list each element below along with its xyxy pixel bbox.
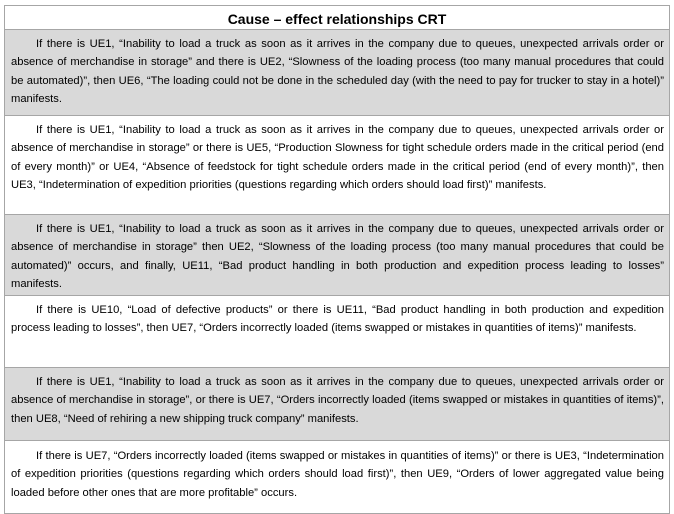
- table-title: Cause – effect relationships CRT: [5, 6, 669, 30]
- table-row: If there is UE1, “Inability to load a truck as soon as it arrives in the company due to queues, unexpected arrivals order or absence of merchandise in storage” and there is UE2, “Slowness of the loading process (too many manual procedures that could be automated)”, then UE6, “The loading could not be done in the scheduled day (with the need to pay for trucker to stay in a hotel)” manifests.: [5, 30, 669, 116]
- table-row: If there is UE1, “Inability to load a truck as soon as it arrives in the company due to queues, unexpected arrivals order or absence of merchandise in storage” then UE2, “Slowness of the loading process (too many manual procedures that could be automated)” occurs, and finally, UE11, “Bad product handling in both production and expedition process leading to losses” manifests.: [5, 215, 669, 296]
- crt-table: [4, 5, 670, 514]
- table-row: If there is UE10, “Load of defective products” or there is UE11, “Bad product handling in both production and expedition process leading to losses”, then UE7, “Orders incorrectly loaded (items swapped or mistakes in quantities of items)” manifests.: [5, 296, 669, 368]
- table-row: If there is UE1, “Inability to load a truck as soon as it arrives in the company due to queues, unexpected arrivals order or absence of merchandise in storage” or there is UE5, “Production Slowness for tight schedule orders made in the critical period (end of every month)” or UE4, “Absence of feedstock for tight schedule orders made in the critical period (end of every month)”, then UE3, “Indetermination of expedition priorities (questions regarding which orders should load first)” manifests.: [5, 116, 669, 215]
- table-row: If there is UE1, “Inability to load a truck as soon as it arrives in the company due to queues, unexpected arrivals order or absence of merchandise in storage”, or there is UE7, “Orders incorrectly loaded (items swapped or mistakes in quantities of items)”, then UE8, “Need of rehiring a new shipping truck company” manifests.: [5, 368, 669, 441]
- table-row: If there is UE7, “Orders incorrectly loaded (items swapped or mistakes in quantities of items)” or there is UE3, “Indetermination of expedition priorities (questions regarding which orders should load first)”, then UE9, “Orders of lower aggregated value being loaded before other ones that are more profitable” occurs.: [5, 441, 669, 513]
